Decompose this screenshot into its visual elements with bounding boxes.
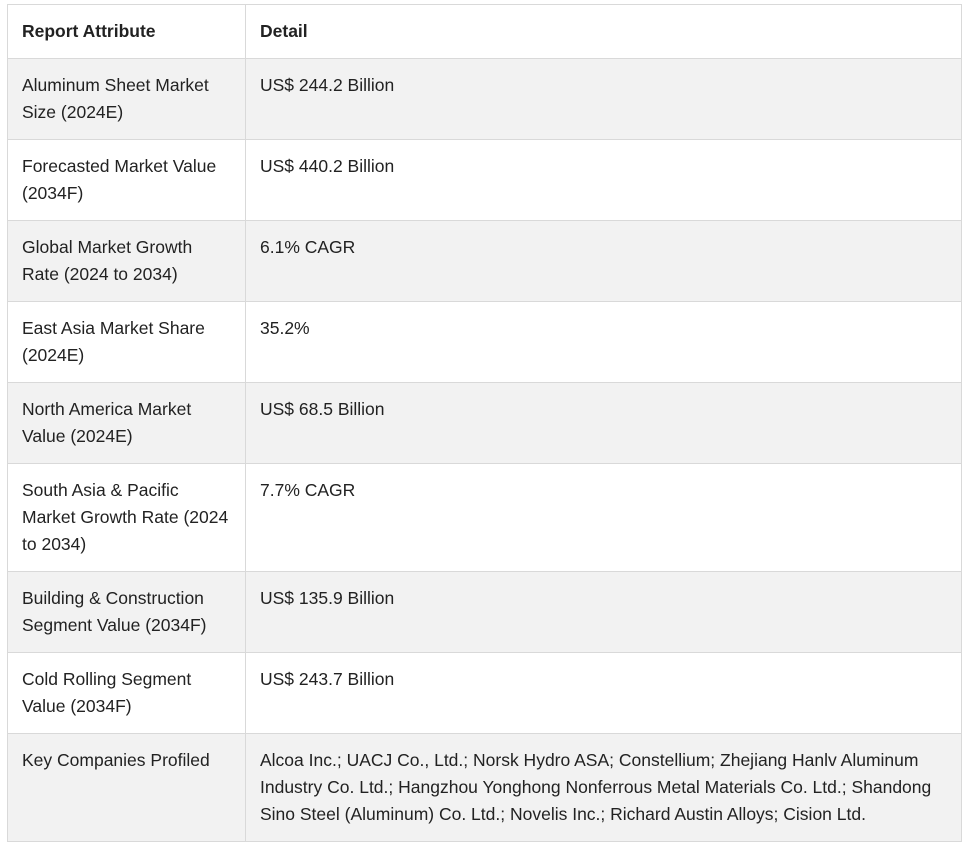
table-row [8,383,962,464]
table-row [8,59,962,140]
detail-cell: Alcoa Inc.; UACJ Co., Ltd.; Norsk Hydro ASA; Constellium; Zhejiang Hanlv Aluminum Industry Co. Ltd.; Hangzhou Yonghong Nonferrous Metal Materials Co. Ltd.; Shandong Sino Steel (Aluminum) Co. Ltd.; Novelis Inc.; Richard Austin Alloys; Cision Ltd. [246,734,962,842]
detail-cell: US$ 244.2 Billion [246,59,962,140]
attribute-cell: Global Market Growth Rate (2024 to 2034) [8,221,246,302]
detail-cell: US$ 135.9 Billion [246,572,962,653]
table-row [8,140,962,221]
detail-cell: 7.7% CAGR [246,464,962,572]
attribute-cell: Building & Construction Segment Value (2034F) [8,572,246,653]
detail-cell: 35.2% [246,302,962,383]
table-row [8,302,962,383]
attribute-cell: Cold Rolling Segment Value (2034F) [8,653,246,734]
table-row [8,734,962,842]
detail-cell: US$ 68.5 Billion [246,383,962,464]
report-table-container [7,4,961,842]
attribute-cell: Key Companies Profiled [8,734,246,842]
table-row [8,464,962,572]
detail-cell: US$ 440.2 Billion [246,140,962,221]
attribute-cell: Aluminum Sheet Market Size (2024E) [8,59,246,140]
table-header-row [8,5,962,59]
column-header-detail: Detail [246,5,962,59]
report-attributes-table [7,4,962,842]
attribute-cell: North America Market Value (2024E) [8,383,246,464]
attribute-cell: South Asia & Pacific Market Growth Rate (2024 to 2034) [8,464,246,572]
detail-cell: 6.1% CAGR [246,221,962,302]
detail-cell: US$ 243.7 Billion [246,653,962,734]
table-row [8,221,962,302]
table-row [8,572,962,653]
attribute-cell: East Asia Market Share (2024E) [8,302,246,383]
attribute-cell: Forecasted Market Value (2034F) [8,140,246,221]
column-header-attribute: Report Attribute [8,5,246,59]
table-row [8,653,962,734]
